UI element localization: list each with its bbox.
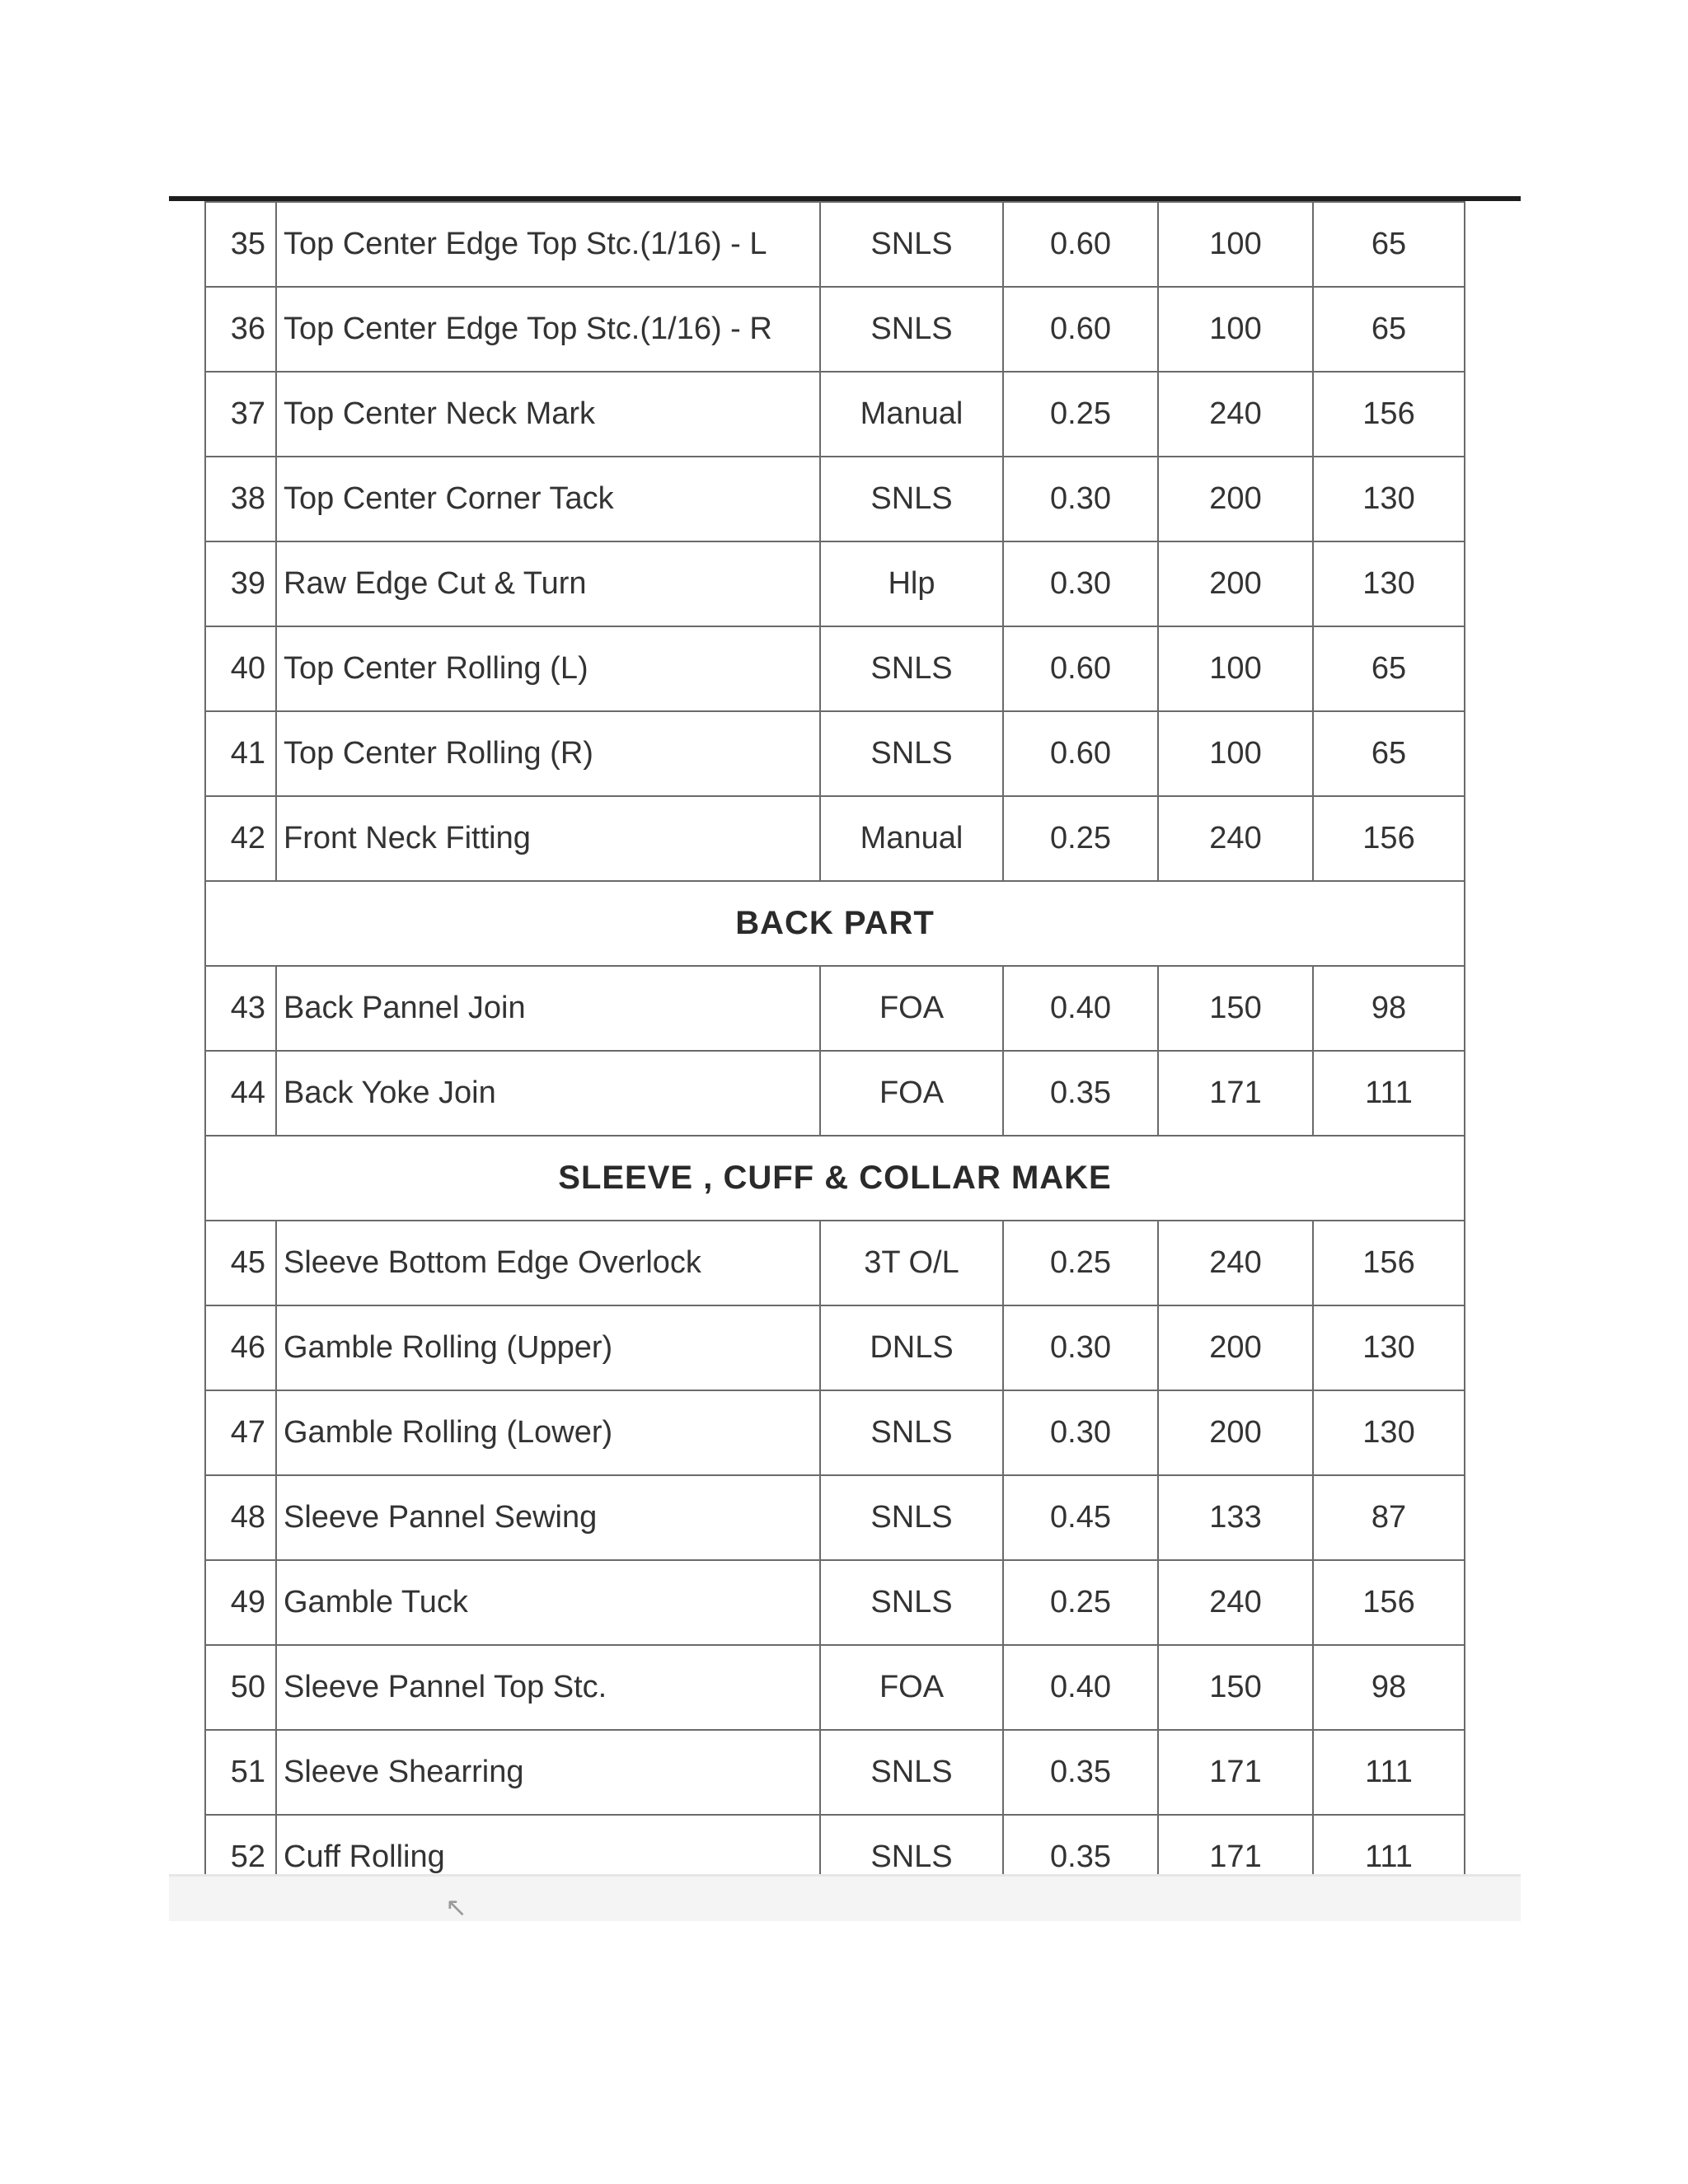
smv-value: 0.60: [1003, 202, 1158, 287]
table-row: [205, 626, 1465, 711]
target-value-65: 111: [1313, 1051, 1465, 1136]
machine-type: SNLS: [820, 1730, 1003, 1815]
target-value-65: 111: [1313, 1730, 1465, 1815]
table-row: [205, 1730, 1465, 1815]
target-value-65: 156: [1313, 1560, 1465, 1645]
target-value-65: 130: [1313, 541, 1465, 626]
table-row: [205, 202, 1465, 287]
operation-name: Top Center Rolling (L): [276, 626, 820, 711]
smv-value: 0.25: [1003, 1560, 1158, 1645]
target-value-65: 98: [1313, 1645, 1465, 1730]
row-number: 42: [205, 796, 276, 881]
target-value: 100: [1158, 287, 1313, 372]
machine-type: FOA: [820, 966, 1003, 1051]
operation-name: Gamble Rolling (Upper): [276, 1305, 820, 1390]
row-number: 40: [205, 626, 276, 711]
row-number: 44: [205, 1051, 276, 1136]
smv-value: 0.30: [1003, 541, 1158, 626]
table-row: [205, 372, 1465, 457]
target-value-65: 87: [1313, 1475, 1465, 1560]
target-value: 100: [1158, 202, 1313, 287]
machine-type: 3T O/L: [820, 1221, 1003, 1305]
row-number: 36: [205, 287, 276, 372]
row-number: 39: [205, 541, 276, 626]
table-row: [205, 1560, 1465, 1645]
machine-type: SNLS: [820, 287, 1003, 372]
target-value: 200: [1158, 541, 1313, 626]
section-row: [205, 881, 1465, 966]
target-value: 150: [1158, 1645, 1313, 1730]
operations-table-body: [205, 202, 1465, 1900]
row-number: 38: [205, 457, 276, 541]
table-row: [205, 457, 1465, 541]
target-value: 240: [1158, 1560, 1313, 1645]
operation-name: Top Center Rolling (R): [276, 711, 820, 796]
target-value-65: 130: [1313, 1390, 1465, 1475]
table-row: [205, 796, 1465, 881]
smv-value: 0.25: [1003, 796, 1158, 881]
smv-value: 0.35: [1003, 1815, 1158, 1900]
section-row: [205, 1136, 1465, 1221]
operation-name: Top Center Edge Top Stc.(1/16) - L: [276, 202, 820, 287]
target-value-65: 98: [1313, 966, 1465, 1051]
row-number: 49: [205, 1560, 276, 1645]
table-row: [205, 1051, 1465, 1136]
operation-name: Front Neck Fitting: [276, 796, 820, 881]
target-value-65: 130: [1313, 457, 1465, 541]
smv-value: 0.45: [1003, 1475, 1158, 1560]
section-title: SLEEVE , CUFF & COLLAR MAKE: [205, 1136, 1465, 1221]
table-row: [205, 1475, 1465, 1560]
machine-type: SNLS: [820, 1560, 1003, 1645]
table-row: [205, 287, 1465, 372]
operation-name: Sleeve Shearring: [276, 1730, 820, 1815]
machine-type: Hlp: [820, 541, 1003, 626]
smv-value: 0.35: [1003, 1051, 1158, 1136]
smv-value: 0.25: [1003, 1221, 1158, 1305]
smv-value: 0.25: [1003, 372, 1158, 457]
smv-value: 0.60: [1003, 711, 1158, 796]
table-row: [205, 1645, 1465, 1730]
operation-name: Gamble Rolling (Lower): [276, 1390, 820, 1475]
row-number: 35: [205, 202, 276, 287]
machine-type: SNLS: [820, 711, 1003, 796]
smv-value: 0.40: [1003, 966, 1158, 1051]
operation-name: Top Center Edge Top Stc.(1/16) - R: [276, 287, 820, 372]
target-value: 200: [1158, 457, 1313, 541]
operation-name: Sleeve Pannel Sewing: [276, 1475, 820, 1560]
smv-value: 0.30: [1003, 1305, 1158, 1390]
smv-value: 0.60: [1003, 626, 1158, 711]
table-row: [205, 711, 1465, 796]
row-number: 41: [205, 711, 276, 796]
operation-name: Back Pannel Join: [276, 966, 820, 1051]
operation-name: Cuff Rolling: [276, 1815, 820, 1900]
smv-value: 0.35: [1003, 1730, 1158, 1815]
operation-name: Sleeve Bottom Edge Overlock: [276, 1221, 820, 1305]
smv-value: 0.60: [1003, 287, 1158, 372]
target-value: 171: [1158, 1730, 1313, 1815]
operation-name: Top Center Neck Mark: [276, 372, 820, 457]
target-value: 240: [1158, 1221, 1313, 1305]
machine-type: SNLS: [820, 1475, 1003, 1560]
table-row: [205, 1305, 1465, 1390]
bottom-band: [169, 1874, 1521, 1921]
row-number: 47: [205, 1390, 276, 1475]
row-number: 37: [205, 372, 276, 457]
table-row: [205, 1221, 1465, 1305]
machine-type: FOA: [820, 1645, 1003, 1730]
machine-type: Manual: [820, 372, 1003, 457]
machine-type: SNLS: [820, 626, 1003, 711]
row-number: 51: [205, 1730, 276, 1815]
table-row: [205, 966, 1465, 1051]
row-number: 45: [205, 1221, 276, 1305]
machine-type: DNLS: [820, 1305, 1003, 1390]
target-value: 240: [1158, 372, 1313, 457]
target-value-65: 156: [1313, 1221, 1465, 1305]
smv-value: 0.30: [1003, 1390, 1158, 1475]
machine-type: SNLS: [820, 1390, 1003, 1475]
target-value-65: 65: [1313, 202, 1465, 287]
row-number: 43: [205, 966, 276, 1051]
operation-name: Gamble Tuck: [276, 1560, 820, 1645]
row-number: 46: [205, 1305, 276, 1390]
operation-name: Top Center Corner Tack: [276, 457, 820, 541]
target-value: 133: [1158, 1475, 1313, 1560]
machine-type: SNLS: [820, 457, 1003, 541]
section-title: BACK PART: [205, 881, 1465, 966]
operation-name: Back Yoke Join: [276, 1051, 820, 1136]
target-value-65: 156: [1313, 796, 1465, 881]
machine-type: FOA: [820, 1051, 1003, 1136]
smv-value: 0.40: [1003, 1645, 1158, 1730]
operations-table: [204, 201, 1465, 1900]
machine-type: Manual: [820, 796, 1003, 881]
target-value-65: 130: [1313, 1305, 1465, 1390]
operation-name: Sleeve Pannel Top Stc.: [276, 1645, 820, 1730]
machine-type: SNLS: [820, 202, 1003, 287]
machine-type: SNLS: [820, 1815, 1003, 1900]
target-value-65: 65: [1313, 626, 1465, 711]
target-value-65: 156: [1313, 372, 1465, 457]
target-value-65: 65: [1313, 711, 1465, 796]
target-value: 240: [1158, 796, 1313, 881]
arrow-cursor-icon: ↖: [445, 1892, 467, 1922]
target-value: 100: [1158, 626, 1313, 711]
target-value: 200: [1158, 1390, 1313, 1475]
row-number: 48: [205, 1475, 276, 1560]
row-number: 50: [205, 1645, 276, 1730]
target-value: 171: [1158, 1051, 1313, 1136]
document-sheet: [169, 201, 1521, 1922]
target-value: 171: [1158, 1815, 1313, 1900]
smv-value: 0.30: [1003, 457, 1158, 541]
target-value: 100: [1158, 711, 1313, 796]
target-value-65: 111: [1313, 1815, 1465, 1900]
operation-name: Raw Edge Cut & Turn: [276, 541, 820, 626]
table-row: [205, 1390, 1465, 1475]
row-number: 52: [205, 1815, 276, 1900]
table-row: [205, 541, 1465, 626]
target-value: 150: [1158, 966, 1313, 1051]
target-value-65: 65: [1313, 287, 1465, 372]
target-value: 200: [1158, 1305, 1313, 1390]
